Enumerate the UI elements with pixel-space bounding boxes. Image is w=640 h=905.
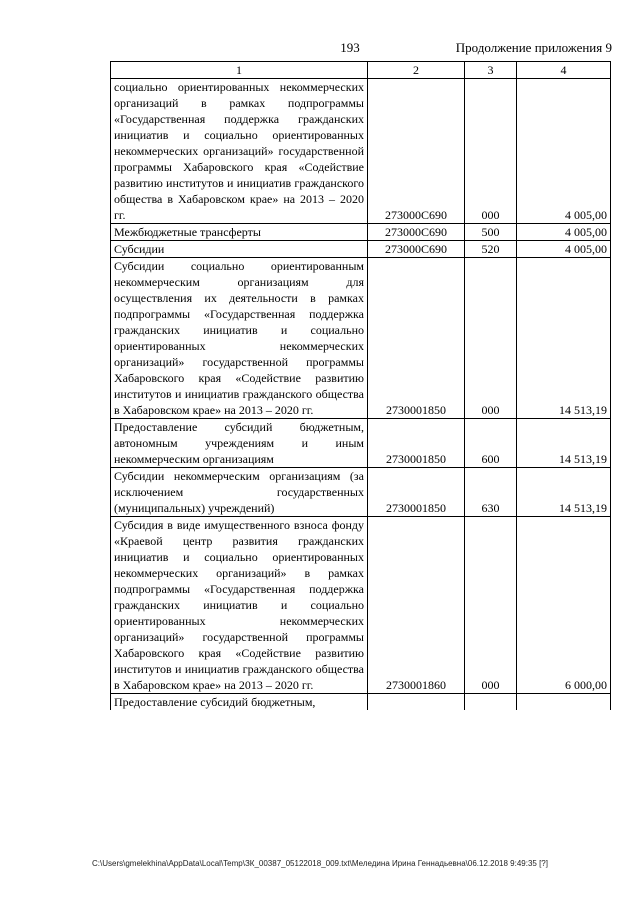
row-sum: 14 513,19 xyxy=(517,419,611,468)
row-target-code xyxy=(368,694,465,711)
row-sum: 6 000,00 xyxy=(517,517,611,694)
row-name: Субсидия в виде имущественного взноса фонду «Краевой центр развития гражданских инициатив и социально ориентированных некоммерческих организаций» в рамках подпрограммы «Государственная поддержка гражданских инициатив и социально ориентированных некоммерческих организаций» государственной программы Хабаровского края «Содействие развитию институтов и инициатив гражданского общества в Хабаровском крае» на 2013 – 2020 гг. xyxy=(111,517,368,694)
table-row xyxy=(111,241,611,258)
table-header-row xyxy=(111,62,611,79)
row-expense-type xyxy=(465,694,517,711)
page-number: 193 xyxy=(340,40,360,55)
table-row xyxy=(111,224,611,241)
row-name: Субсидии социально ориентированным некоммерческим организациям для осуществления их деятельности в рамках подпрограммы «Государственная поддержка гражданских инициатив и социально ориентированных некоммерческих организаций» государственной программы Хабаровского края «Содействие развитию институтов и инициатив гражданского общества в Хабаровском крае» на 2013 – 2020 гг. xyxy=(111,258,368,419)
column-header-2: 2 xyxy=(368,62,465,79)
table-row xyxy=(111,517,611,694)
row-target-code: 273000С690 xyxy=(368,224,465,241)
row-expense-type: 600 xyxy=(465,419,517,468)
row-target-code: 2730001850 xyxy=(368,419,465,468)
row-sum: 4 005,00 xyxy=(517,241,611,258)
row-name: Субсидии некоммерческим организациям (за исключением государственных (муниципальных) учреждений) xyxy=(111,468,368,517)
row-sum: 4 005,00 xyxy=(517,79,611,224)
row-sum: 4 005,00 xyxy=(517,224,611,241)
row-name: Межбюджетные трансферты xyxy=(111,224,368,241)
row-sum xyxy=(517,694,611,711)
row-expense-type: 630 xyxy=(465,468,517,517)
budget-table xyxy=(110,61,611,710)
file-path-footer: C:\Users\gmelekhina\AppData\Local\Temp\ЗК_00387_05122018_009.txt\Меледина Ирина Геннадьевна\06.12.2018 9:49:35 [?] xyxy=(92,859,548,868)
row-expense-type: 500 xyxy=(465,224,517,241)
column-header-1: 1 xyxy=(111,62,368,79)
row-name: социально ориентированных некоммерческих организаций в рамках подпрограммы «Государственная поддержка гражданских инициатив и социально ориентированных некоммерческих организаций» государственной программы Хабаровского края «Содействие развитию институтов и инициатив гражданского общества в Хабаровском крае» на 2013 – 2020 гг. xyxy=(111,79,368,224)
row-target-code: 2730001850 xyxy=(368,468,465,517)
row-name: Предоставление субсидий бюджетным, автономным учреждениям и иным некоммерческим организациям xyxy=(111,419,368,468)
row-expense-type: 000 xyxy=(465,258,517,419)
row-expense-type: 000 xyxy=(465,79,517,224)
table-row xyxy=(111,694,611,711)
row-name: Предоставление субсидий бюджетным, xyxy=(111,694,368,711)
row-target-code: 2730001860 xyxy=(368,517,465,694)
row-sum: 14 513,19 xyxy=(517,468,611,517)
row-target-code: 273000С690 xyxy=(368,79,465,224)
table-row xyxy=(111,468,611,517)
row-expense-type: 000 xyxy=(465,517,517,694)
row-target-code: 2730001850 xyxy=(368,258,465,419)
appendix-title: Продолжение приложения 9 xyxy=(455,40,612,55)
table-row xyxy=(111,258,611,419)
column-header-4: 4 xyxy=(517,62,611,79)
row-expense-type: 520 xyxy=(465,241,517,258)
table-row xyxy=(111,419,611,468)
row-name: Субсидии xyxy=(111,241,368,258)
row-target-code: 273000С690 xyxy=(368,241,465,258)
column-header-3: 3 xyxy=(465,62,517,79)
row-sum: 14 513,19 xyxy=(517,258,611,419)
table-row xyxy=(111,79,611,224)
